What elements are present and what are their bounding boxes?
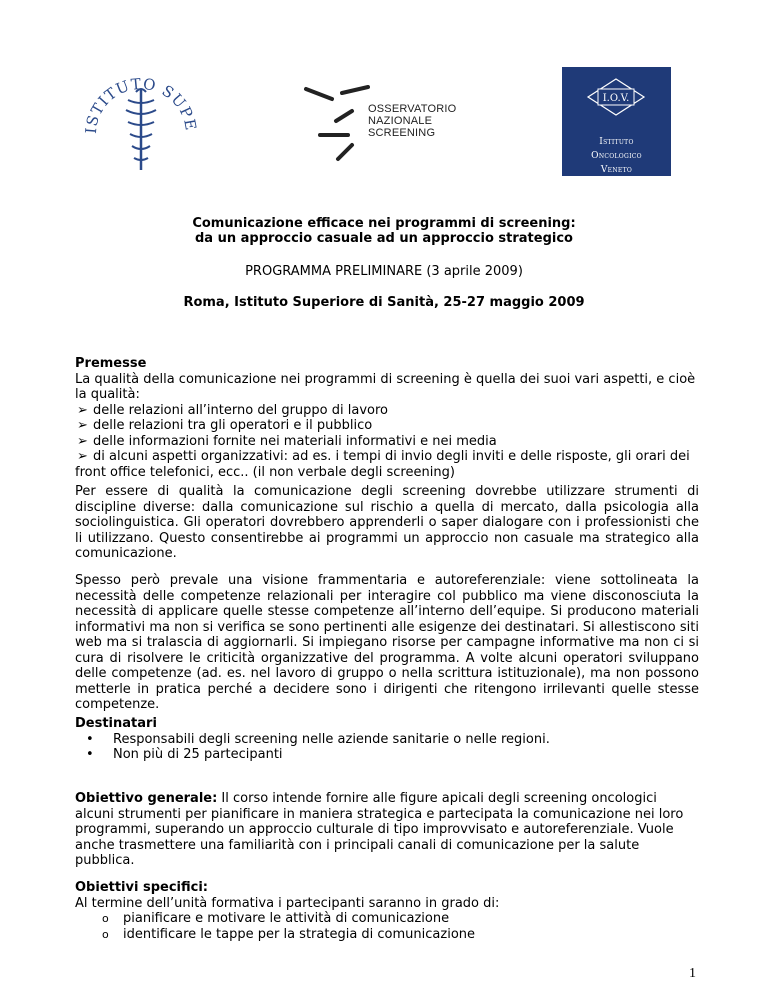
arrow-bullet-icon: ➢ (77, 418, 88, 433)
premesse-section (75, 356, 699, 480)
obiettivo-generale-text: Il corso intende fornire alle figure apicali degli screening oncologici alcuni strumenti per pianificare in maniera strategica e partecipata la comunicazione nei loro programmi, superando un approccio culturale di tipo improvvisato e autoreferenziale. Vuole anche trasmettere una familiarità con i principali canali di comunicazione per la salute pubblica. (75, 791, 684, 868)
premesse-list (75, 403, 699, 481)
list-item: ➢ di alcuni aspetti organizzativi: ad es. i tempi di invio degli inviti e delle risposte, gli orari dei front office telefonici, ecc.. (il non verbale degli screening) (75, 449, 690, 480)
obiettivi-specifici-section (75, 880, 699, 942)
programma-subtitle: PROGRAMMA PRELIMINARE (3 aprile 2009) (245, 264, 523, 279)
ons-line2: NAZIONALE (368, 115, 433, 127)
iov-line2: Oncologico (591, 151, 642, 161)
ons-line3: SCREENING (368, 127, 436, 139)
premesse-heading: Premesse (75, 356, 147, 371)
circle-bullet-icon: o (102, 912, 109, 925)
iov-line1: Istituto (599, 137, 634, 147)
list-item: • Non più di 25 partecipanti (86, 747, 283, 762)
obiettivo-generale-section (75, 791, 699, 869)
arrow-bullet-icon: ➢ (77, 433, 88, 449)
premesse-paragraph-2: Spesso però prevale una visione frammentaria e autoreferenziale: viene sottolineata la necessità delle competenze relazionali per interagire col pubblico ma viene disconosciuta la necessità di applicare quelle stesse competenze all’interno dell’equipe. Si producono materiali informativi ma non si verifica se sono pertinenti alle esigenze dei destinatari. Si allestiscono siti web ma si tralascia di aggiornarli. Si impiegano risorse per campagne informative ma non ci si cura di risolvere le criticità organizzative del programma. A volte alcuni operatori sviluppano delle competenze (ad. es. nel lavoro di gruppo o nella scrittura istituzionale), ma non possono metterle in pratica perché a decidere sono i dirigenti che ritengono irrilevanti quelle stesse competenze. (75, 573, 699, 712)
ons-line1: OSSERVATORIO (368, 103, 457, 115)
premesse-intro: La qualità della comunicazione nei programmi di screening è quella dei suoi vari aspetti, e cioè la qualità: (75, 371, 696, 402)
list-item: • Responsabili degli screening nelle aziende sanitarie o nelle regioni. (86, 731, 550, 747)
bullet-icon: • (86, 731, 94, 747)
destinatari-heading: Destinatari (75, 716, 157, 731)
title-line-2: da un approccio casuale ad un approccio strategico (195, 231, 573, 246)
arrow-bullet-icon: ➢ (77, 402, 88, 418)
iov-badge: I.O.V. (602, 93, 630, 104)
title-line-1: Comunicazione efficace nei programmi di screening: (192, 216, 576, 231)
list-item: ➢ delle relazioni all’interno del gruppo di lavoro (77, 402, 388, 418)
obiettivi-specifici-intro: Al termine dell’unità formativa i partecipanti saranno in grado di: (75, 895, 500, 911)
iov-line3: Veneto (600, 165, 633, 175)
iov-logo-text (562, 135, 671, 177)
document-title (0, 216, 768, 246)
obiettivi-specifici-heading: Obiettivi specifici: (75, 880, 208, 895)
iss-logo (76, 62, 206, 192)
list-item: o identificare le tappe per la strategia di comunicazione (102, 926, 476, 942)
destinatari-section (75, 716, 699, 763)
list-item: ➢ delle informazioni fornite nei materiali informativi e nei media (77, 433, 497, 449)
ons-logo (300, 83, 460, 173)
iss-logo-text: ISTITUTO SUPE (81, 74, 201, 135)
event-location-date: Roma, Istituto Superiore di Sanità, 25-27 maggio 2009 (183, 295, 585, 310)
list-item: ➢ delle relazioni tra gli operatori e il pubblico (77, 418, 373, 433)
ons-logo-text (368, 103, 456, 139)
bullet-icon: • (86, 747, 94, 762)
premesse-paragraph-1: Per essere di qualità la comunicazione degli screening dovrebbe utilizzare strumenti di discipline diverse: dalla comunicazione sul rischio a quella di mercato, dalla psicologia alla sociolinguistica. Gli operatori dovrebbero apprenderli o saper dialogare con i professionisti che li utilizzano. Questo consentirebbe ai programmi un approccio non casuale ma strategico alla comunicazione. (75, 484, 699, 561)
circle-bullet-icon: o (102, 927, 109, 941)
list-item: o pianificare e motivare le attività di comunicazione (102, 911, 450, 926)
page-number: 1 (689, 966, 696, 981)
arrow-bullet-icon: ➢ (77, 449, 88, 464)
obiettivo-generale-heading: Obiettivo generale: (75, 791, 218, 806)
svg-text:ISTITUTO SUPERIORE DI SANITÀ (76, 62, 200, 134)
iov-logo (562, 67, 671, 176)
